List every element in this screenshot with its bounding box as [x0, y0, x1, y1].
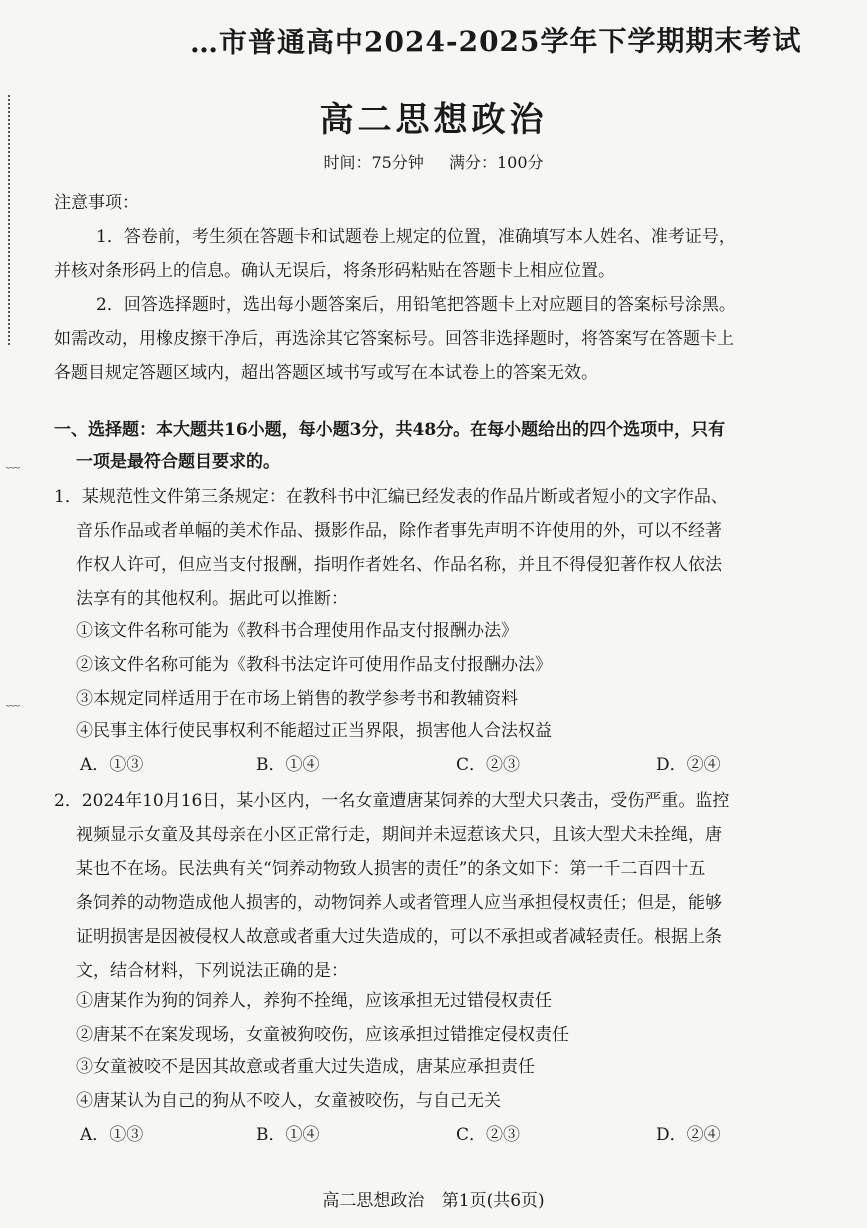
- notes-heading: 注意事项：: [54, 193, 139, 213]
- q2-stem-line: 2．2024年10月16日，某小区内，一名女童遭唐某饲养的大型犬只袭击，受伤严重。监控: [54, 791, 730, 811]
- q2-stem-line: 文，结合材料，下列说法正确的是：: [76, 961, 348, 981]
- exam-score: 满分：100分: [448, 153, 544, 172]
- exam-meta: [0, 150, 867, 173]
- notes-line: 并核对条形码上的信息。确认无误后，将条形码粘贴在答题卡上相应位置。: [54, 261, 615, 281]
- q2-stem-line: 证明损害是因被侵权人故意或者重大过失造成的，可以不承担或者减轻责任。根据上条: [76, 927, 722, 947]
- q1-stem-line: 作权人许可，但应当支付报酬，指明作者姓名、作品名称，并且不得侵犯著作权人依法: [76, 555, 722, 575]
- margin-mark: ﹏: [6, 693, 20, 709]
- footer-page-number: 第1页(共6页): [441, 1191, 545, 1211]
- exam-title: …市普通高中2024-2025学年下学期期末考试: [189, 23, 802, 60]
- q1-option-a: A．①③: [80, 755, 144, 775]
- notes-line: 2．回答选择题时，选出每小题答案后，用铅笔把答题卡上对应题目的答案标号涂黑。: [96, 295, 736, 315]
- q2-item: ①唐某作为狗的饲养人，养狗不拴绳，应该承担无过错侵权责任: [76, 991, 552, 1011]
- q1-option-b: B．①④: [256, 755, 320, 775]
- q2-option-a: A．①③: [80, 1125, 144, 1145]
- exam-time: 时间：75分钟: [323, 153, 424, 172]
- page-footer: [0, 1186, 867, 1211]
- q1-stem-line: 音乐作品或者单幅的美术作品、摄影作品，除作者事先声明不许使用的外，可以不经著: [76, 521, 722, 541]
- q1-stem-line: 1．某规范性文件第三条规定：在教科书中汇编已经发表的作品片断或者短小的文字作品、: [54, 487, 728, 507]
- notes-line: 1．答卷前，考生须在答题卡和试题卷上规定的位置，准确填写本人姓名、准考证号，: [96, 227, 736, 247]
- section-heading-cont: 一项是最符合题目要求的。: [76, 452, 280, 472]
- q2-item: ②唐某不在案发现场，女童被狗咬伤，应该承担过错推定侵权责任: [76, 1025, 569, 1045]
- q1-option-d: D．②④: [656, 755, 721, 775]
- q2-stem-line: 视频显示女童及其母亲在小区正常行走，期间并未逗惹该犬只，且该大型犬未拴绳，唐: [76, 825, 722, 845]
- q1-option-c: C．②③: [456, 755, 521, 775]
- q2-option-d: D．②④: [656, 1125, 721, 1145]
- q1-item: ④民事主体行使民事权利不能超过正当界限，损害他人合法权益: [76, 721, 552, 741]
- q1-item: ①该文件名称可能为《教科书合理使用作品支付报酬办法》: [76, 621, 518, 641]
- q1-item: ③本规定同样适用于在市场上销售的教学参考书和教辅资料: [76, 689, 518, 709]
- q2-item: ④唐某认为自己的狗从不咬人，女童被咬伤，与自己无关: [76, 1091, 501, 1111]
- q2-option-b: B．①④: [256, 1125, 320, 1145]
- section-heading: 一、选择题：本大题共16小题，每小题3分，共48分。在每小题给出的四个选项中，只有: [54, 420, 726, 440]
- q1-stem-line: 法享有的其他权利。据此可以推断：: [76, 589, 348, 609]
- subject-title: 高二思想政治: [319, 100, 548, 140]
- q2-option-c: C．②③: [456, 1125, 521, 1145]
- q2-stem-line: 某也不在场。民法典有关“饲养动物致人损害的责任”的条文如下：第一千二百四十五: [76, 859, 706, 879]
- notes-line: 如需改动，用橡皮擦干净后，再选涂其它答案标号。回答非选择题时，将答案写在答题卡上: [54, 329, 734, 349]
- q2-item: ③女童被咬不是因其故意或者重大过失造成，唐某应承担责任: [76, 1057, 535, 1077]
- margin-mark: ﹏: [6, 455, 20, 471]
- q1-item: ②该文件名称可能为《教科书法定许可使用作品支付报酬办法》: [76, 655, 552, 675]
- q2-stem-line: 条饲养的动物造成他人损害的，动物饲养人或者管理人应当承担侵权责任；但是，能够: [76, 893, 722, 913]
- footer-subject: 高二思想政治: [322, 1191, 425, 1211]
- notes-line: 各题目规定答题区域内，超出答题区域书写或写在本试卷上的答案无效。: [54, 363, 598, 383]
